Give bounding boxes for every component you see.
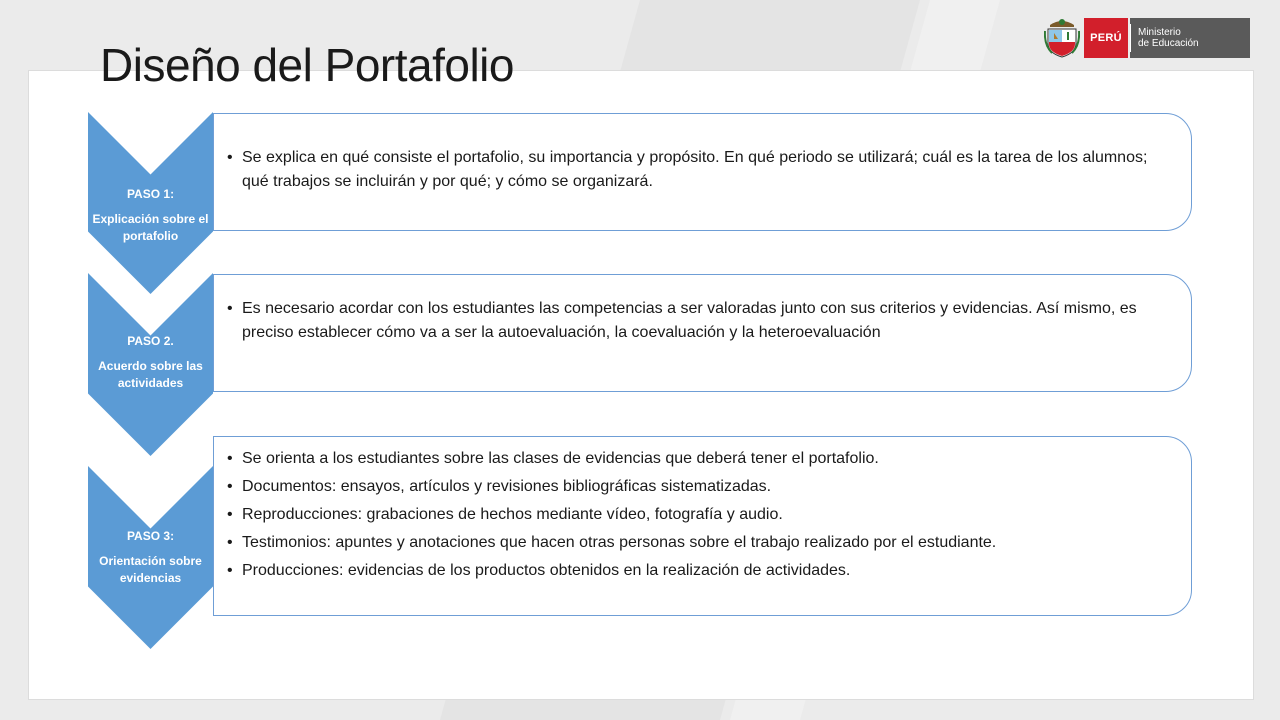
step-3-chevron: [88, 466, 213, 649]
step-1-number: PASO 1:: [126, 187, 175, 201]
coat-of-arms-icon: [1044, 17, 1080, 59]
step-2-bullet-1: • Es necesario acordar con los estudiantes las competencias a ser valoradas junto con sus criterios y evidencias. Así mismo, es preciso establecer cómo va a ser la autoevaluación, la coevaluación y la heteroevaluación: [242, 297, 1161, 345]
step-3-bullet-2: • Documentos: ensayos, artículos y revisiones bibliográficas sistematizadas.: [242, 475, 1161, 498]
slide-title: Diseño del Portafolio: [100, 39, 514, 91]
ministry-label: [1130, 18, 1250, 58]
peru-label: PERÚ: [1084, 18, 1128, 58]
step-2-title: Acuerdo sobre las actividades: [98, 359, 203, 390]
step-3-number: PASO 3:: [126, 529, 175, 543]
step-1-content-box: [213, 113, 1192, 231]
step-2-number: PASO 2.: [127, 334, 174, 348]
step-2-chevron: [88, 273, 213, 456]
step-1-title: Explicación sobre el portafolio: [92, 212, 209, 243]
ministry-line-1: Ministerio: [1138, 27, 1181, 38]
step-3-bullet-5: • Producciones: evidencias de los productos obtenidos en la realización de actividades.: [242, 559, 1161, 582]
step-3-bullet-3: • Reproducciones: grabaciones de hechos mediante vídeo, fotografía y audio.: [242, 503, 1161, 526]
logo-separator: [1130, 24, 1131, 52]
step-3-title: Orientación sobre evidencias: [99, 554, 202, 585]
step-3-content-box: [213, 436, 1192, 616]
step-2-content-box: [213, 274, 1192, 392]
step-3-bullet-4: • Testimonios: apuntes y anotaciones que hacen otras personas sobre el trabajo realizado por el estudiante.: [242, 531, 1161, 554]
ministry-line-2: de Educación: [1138, 38, 1199, 49]
step-1-chevron: [88, 112, 213, 294]
step-1-bullet-1: • Se explica en qué consiste el portafolio, su importancia y propósito. En qué periodo se utilizará; cuál es la tarea de los alumnos; qué trabajos se incluirán y por qué; y cómo se organizará.: [242, 146, 1161, 194]
step-3-bullet-1: • Se orienta a los estudiantes sobre las clases de evidencias que deberá tener el portafolio.: [242, 447, 1161, 470]
